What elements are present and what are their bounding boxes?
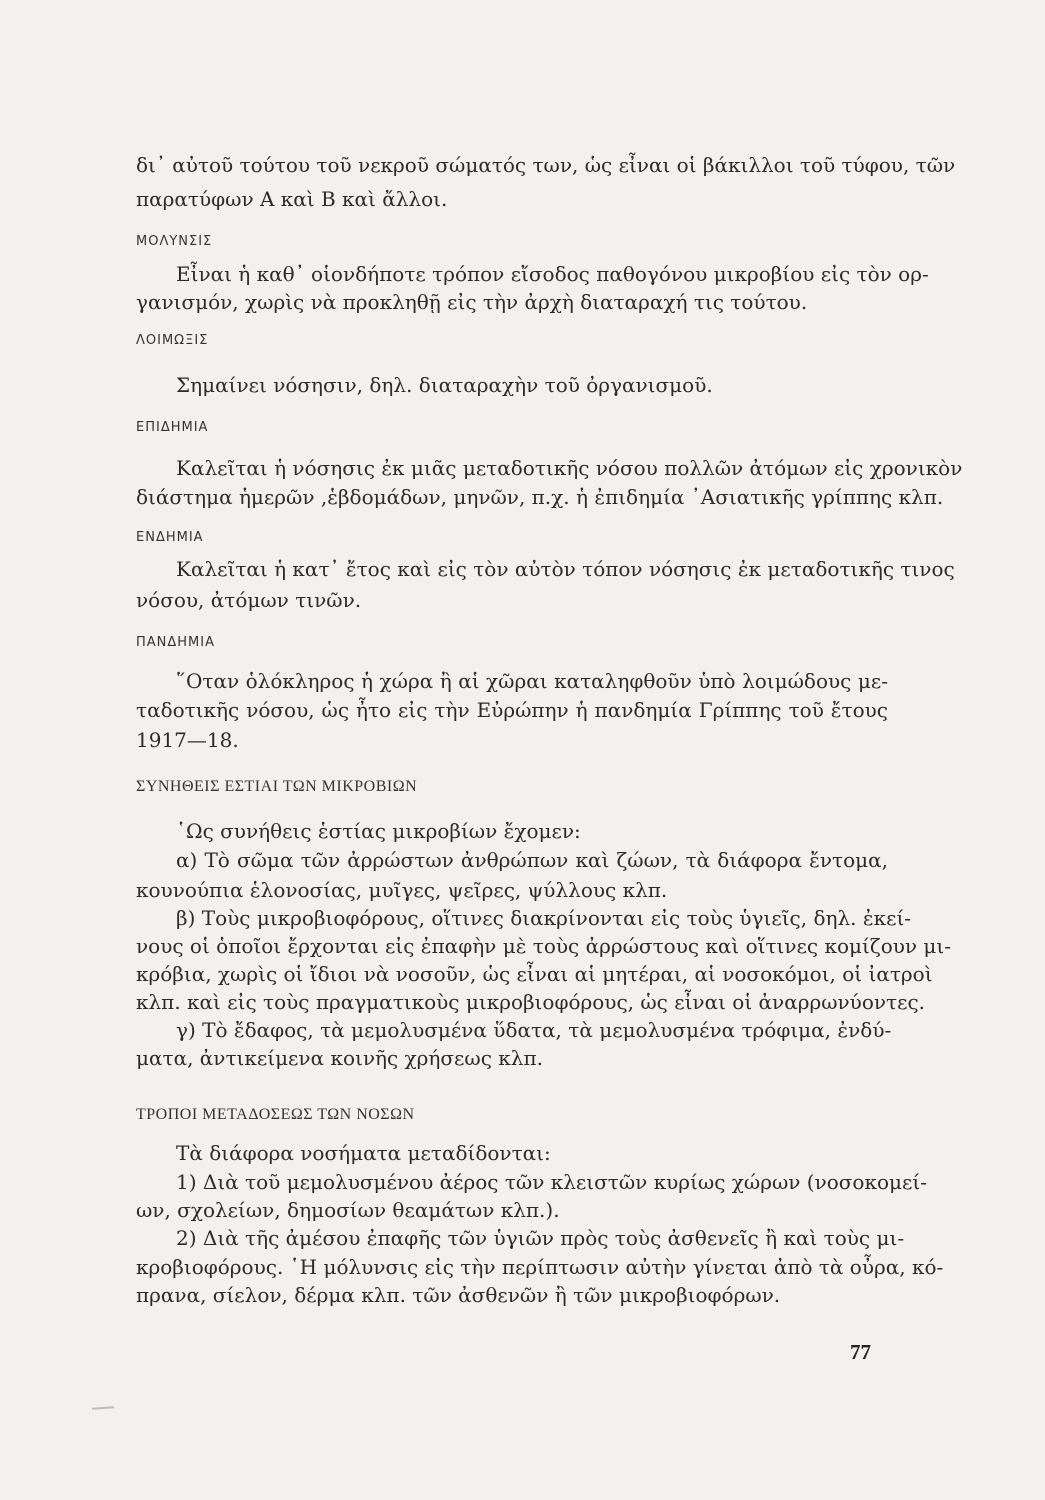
text-line: διάστημα ἡμερῶν ,ἑβδομάδων, μηνῶν, π.χ. ἡ ἐπιδημία ᾿Ασιατικῆς γρίππης κλπ. (136, 485, 944, 509)
text-line: κλπ. καὶ εἰς τοὺς πραγματικοὺς μικροβιοφόρους, ὡς εἶναι οἱ ἀναρρωνύοντες. (136, 990, 926, 1014)
section-heading-endimia: ΕΝΔΗΜΙΑ (136, 530, 204, 545)
text-line: παρατύφων Α καὶ Β καὶ ἄλλοι. (136, 187, 448, 211)
text-line: ματα, ἀντικείμενα κοινῆς χρήσεως κλπ. (136, 1046, 543, 1070)
section-heading-loimoxis: ΛΟΙΜΩΞΙΣ (136, 333, 209, 348)
text-line: γανισμόν, χωρὶς νὰ προκληθῇ εἰς τὴν ἀρχὴ διαταραχή τις τούτου. (136, 290, 808, 314)
section-heading-pandimia: ΠΑΝΔΗΜΙΑ (136, 635, 216, 650)
text-line: δι᾿ αὐτοῦ τούτου τοῦ νεκροῦ σώματός των, ὡς εἶναι οἱ βάκιλλοι τοῦ τύφου, τῶν (136, 153, 956, 177)
text-line: πρανα, σίελον, δέρμα κλπ. τῶν ἀσθενῶν ἢ τῶν μικροβιοφόρων. (136, 1283, 781, 1307)
text-line: 2) Διὰ τῆς ἀμέσου ἐπαφῆς τῶν ὑγιῶν πρὸς τοὺς ἀσθενεῖς ἢ καὶ τοὺς μι- (176, 1226, 905, 1250)
text-line: Καλεῖται ἡ νόσησις ἐκ μιᾶς μεταδοτικῆς νόσου πολλῶν ἀτόμων εἰς χρονικὸν (176, 456, 963, 480)
section-heading-epidimia: ΕΠΙΔΗΜΙΑ (136, 420, 209, 435)
section-heading-synitheis-estiai: ΣΥΝΗΘΕΙΣ ΕΣΤΙΑΙ ΤΩΝ ΜΙΚΡΟΒΙΩΝ (136, 778, 418, 795)
text-line: γ) Τὸ ἔδαφος, τὰ μεμολυσμένα ὕδατα, τὰ μεμολυσμένα τρόφιμα, ἐνδύ- (176, 1018, 892, 1042)
text-line: Σημαίνει νόσησιν, δηλ. διαταραχὴν τοῦ ὀργανισμοῦ. (176, 373, 713, 397)
text-line: κροβιοφόρους. ῾Η μόλυνσις εἰς τὴν περίπτωσιν αὐτὴν γίνεται ἀπὸ τὰ οὖρα, κό- (136, 1255, 944, 1279)
text-line: 1917—18. (136, 728, 239, 752)
text-line: ῞Οταν ὁλόκληρος ἡ χώρα ἢ αἱ χῶραι καταληφθοῦν ὑπὸ λοιμώδους με- (176, 669, 888, 693)
scan-mark (92, 1406, 114, 1410)
text-line: νόσου, ἀτόμων τινῶν. (136, 588, 362, 612)
text-line: κουνούπια ἑλονοσίας, μυῖγες, ψεῖρες, ψύλλους κλπ. (136, 878, 668, 902)
page-number: 77 (850, 1340, 871, 1364)
text-line: β) Τοὺς μικροβιοφόρους, οἵτινες διακρίνονται εἰς τοὺς ὑγιεῖς, δηλ. ἐκεί- (176, 906, 912, 930)
text-line: Καλεῖται ἡ κατ᾿ ἔτος καὶ εἰς τὸν αὐτὸν τόπον νόσησις ἐκ μεταδοτικῆς τινος (176, 557, 955, 581)
text-line: ων, σχολείων, δημοσίων θεαμάτων κλπ.). (136, 1198, 560, 1222)
section-heading-molynsis: ΜΟΛΥΝΣΙΣ (136, 234, 213, 249)
text-line: ῾Ως συνήθεις ἑστίας μικροβίων ἔχομεν: (176, 819, 581, 843)
text-line: νους οἱ ὁποῖοι ἔρχονται εἰς ἐπαφὴν μὲ τοὺς ἀρρώστους καὶ οἵτινες κομίζουν μι- (136, 934, 952, 958)
text-line: κρόβια, χωρὶς οἱ ἴδιοι νὰ νοσοῦν, ὡς εἶναι αἱ μητέραι, αἱ νοσοκόμοι, οἱ ἰατροὶ (136, 962, 933, 986)
text-line: ταδοτικῆς νόσου, ὡς ἦτο εἰς τὴν Εὐρώπην ἡ πανδημία Γρίππης τοῦ ἔτους (136, 698, 888, 722)
text-line: α) Τὸ σῶμα τῶν ἀρρώστων ἀνθρώπων καὶ ζώων, τὰ διάφορα ἔντομα, (176, 848, 888, 872)
text-line: 1) Διὰ τοῦ μεμολυσμένου ἀέρος τῶν κλειστῶν κυρίως χώρων (νοσοκομεί- (176, 1170, 927, 1194)
section-heading-tropoi-metadoseos: ΤΡΟΠΟΙ ΜΕΤΑΔΟΣΕΩΣ ΤΩΝ ΝΟΣΩΝ (136, 1106, 415, 1123)
text-line: Τὰ διάφορα νοσήματα μεταδίδονται: (176, 1141, 551, 1165)
text-line: Εἶναι ἡ καθ᾿ οἱονδήποτε τρόπον εἴσοδος παθογόνου μικροβίου εἰς τὸν ορ- (176, 262, 929, 286)
